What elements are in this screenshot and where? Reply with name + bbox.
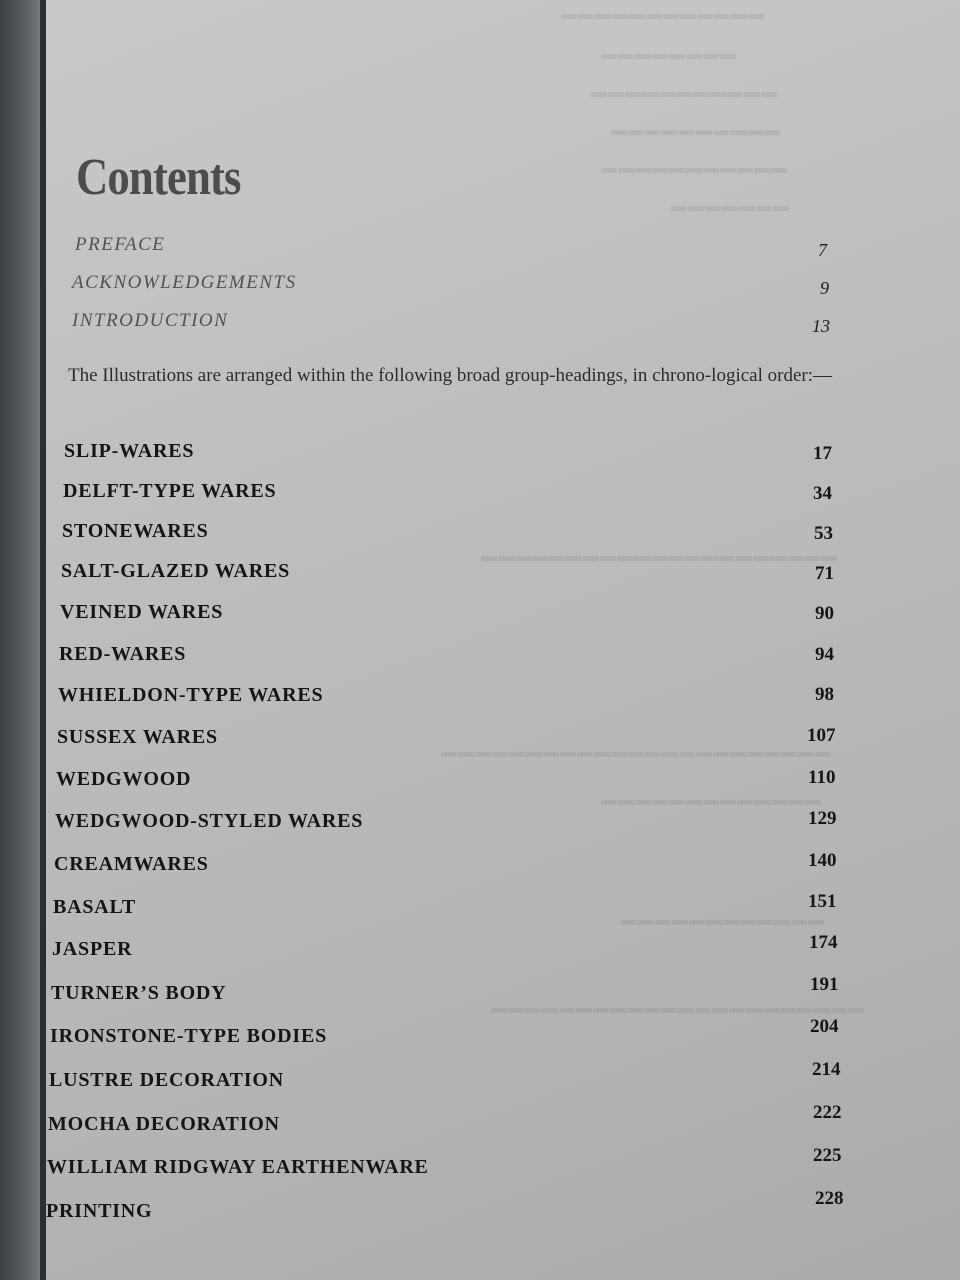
section-page-number: 174 [809, 932, 838, 953]
section-entry [0, 974, 960, 1011]
section-label: CREAMWARES [54, 853, 209, 875]
section-entry [0, 642, 960, 672]
section-label: JASPER [52, 938, 133, 960]
front-matter-entry-introduction [0, 310, 960, 340]
section-entry [0, 438, 960, 468]
section-entry [0, 1059, 960, 1098]
show-through-text: ▬▬▬▬▬▬▬▬▬▬▬▬▬ [600, 792, 821, 809]
show-through-text: ▬▬▬▬▬▬▬▬▬▬▬ [590, 84, 777, 101]
front-matter-label: INTRODUCTION [72, 310, 229, 331]
section-page-number: 204 [810, 1016, 839, 1037]
section-label: DELFT-TYPE WARES [63, 480, 277, 502]
section-label: WHIELDON-TYPE WARES [58, 684, 324, 706]
section-page-number: 214 [812, 1059, 841, 1080]
section-entry [0, 479, 960, 509]
section-entry [0, 725, 960, 755]
page-title: Contents [76, 149, 241, 206]
section-entry [0, 891, 960, 925]
section-entry [0, 1188, 960, 1230]
section-entry [0, 1145, 960, 1186]
section-page-number: 53 [814, 523, 833, 544]
section-entry [0, 809, 960, 839]
section-label: RED-WARES [59, 643, 187, 665]
show-through-text: ▬▬▬▬▬▬▬▬▬▬▬▬▬▬▬▬▬▬▬▬▬ [480, 548, 837, 565]
section-label: WEDGWOOD [56, 768, 192, 790]
section-entry [0, 1016, 960, 1054]
section-page-number: 107 [807, 725, 836, 746]
front-matter-page-number: 7 [818, 240, 827, 260]
section-page-number: 98 [815, 684, 834, 705]
section-label: PRINTING [46, 1200, 153, 1222]
section-page-number: 94 [815, 644, 834, 665]
section-label: WEDGWOOD-STYLED WARES [55, 810, 364, 832]
section-page-number: 191 [810, 974, 839, 995]
section-page-number: 90 [815, 603, 834, 624]
section-entry [0, 600, 960, 630]
section-label: VEINED WARES [60, 601, 224, 623]
show-through-text: ▬▬▬▬▬▬▬▬▬▬ [610, 122, 780, 139]
show-through-text: ▬▬▬▬▬▬▬▬ [600, 46, 736, 63]
section-page-number: 71 [815, 563, 834, 584]
show-through-text: ▬▬▬▬▬▬▬▬▬▬▬▬ [560, 6, 764, 23]
section-entry [0, 683, 960, 713]
section-label: WILLIAM RIDGWAY EARTHENWARE [47, 1156, 429, 1178]
intro-paragraph: The Illustrations are arranged within the following broad group-headings, in chrono-logical order:— [68, 365, 832, 386]
section-label: MOCHA DECORATION [48, 1113, 280, 1135]
section-entry [0, 852, 960, 882]
section-entry [0, 932, 960, 967]
section-label: BASALT [53, 896, 136, 918]
front-matter-label: PREFACE [75, 234, 166, 255]
front-matter-label: ACKNOWLEDGEMENTS [72, 272, 297, 293]
section-page-number: 228 [815, 1188, 844, 1209]
section-page-number: 129 [808, 808, 837, 829]
section-page-number: 151 [808, 891, 837, 912]
section-entry [0, 519, 960, 549]
section-entry [0, 559, 960, 589]
section-label: SUSSEX WARES [57, 726, 218, 748]
front-matter-entry-acknowledgements [0, 270, 960, 300]
show-through-text: ▬▬▬▬▬▬▬▬▬▬▬▬▬▬▬▬▬▬▬▬▬▬▬ [440, 744, 831, 761]
front-matter-page-number: 9 [820, 278, 829, 298]
section-label: STONEWARES [62, 520, 209, 542]
show-through-text: ▬▬▬▬▬▬▬▬▬▬▬▬ [620, 912, 824, 929]
section-label: SLIP-WARES [64, 440, 195, 462]
section-page-number: 17 [813, 443, 832, 464]
section-page-number: 222 [813, 1102, 842, 1123]
section-label: LUSTRE DECORATION [49, 1069, 284, 1091]
section-label: SALT-GLAZED WARES [61, 560, 291, 582]
front-matter-entry-preface [0, 232, 960, 262]
section-label: TURNER’S BODY [51, 982, 227, 1004]
section-page-number: 34 [813, 483, 832, 504]
show-through-text: ▬▬▬▬▬▬▬ [670, 198, 789, 215]
section-entry [0, 1102, 960, 1142]
section-label: IRONSTONE-TYPE BODIES [50, 1025, 328, 1047]
front-matter-page-number: 13 [812, 316, 830, 336]
show-through-text: ▬▬▬▬▬▬▬▬▬▬▬ [600, 160, 787, 177]
section-page-number: 225 [813, 1145, 842, 1166]
show-through-text: ▬▬▬▬▬▬▬▬▬▬▬▬▬▬▬▬▬▬▬▬▬▬ [490, 1000, 864, 1017]
section-page-number: 110 [808, 767, 836, 788]
section-page-number: 140 [808, 850, 837, 871]
section-entry [0, 767, 960, 797]
